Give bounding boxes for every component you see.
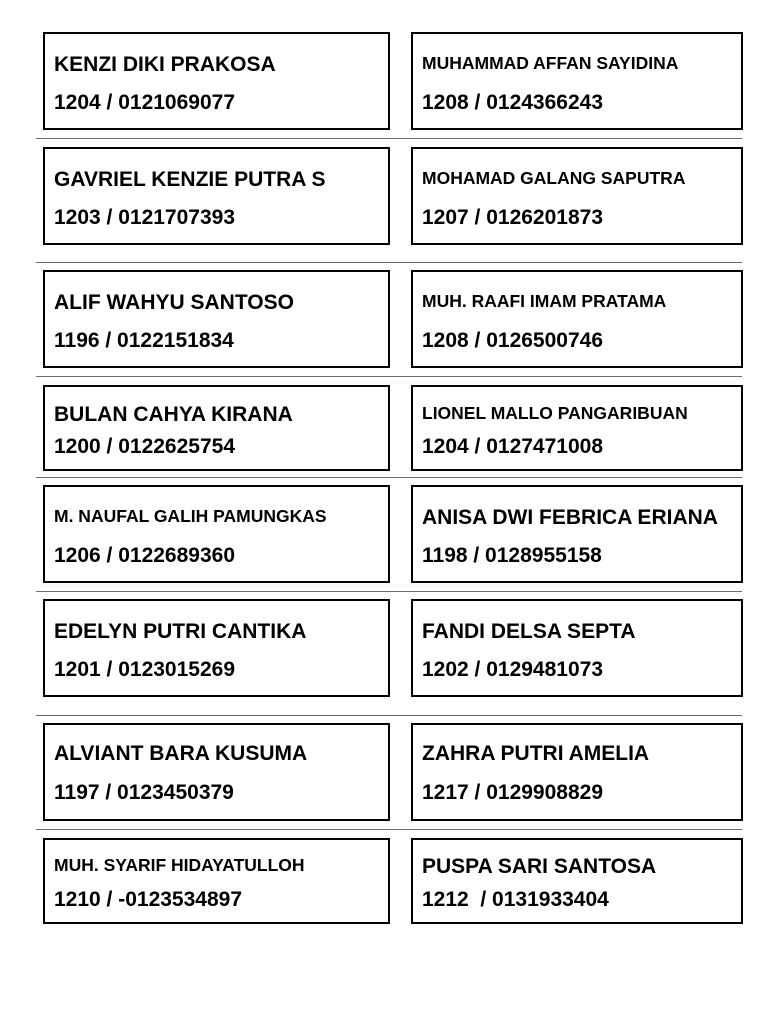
name-label xyxy=(43,385,390,471)
row-divider xyxy=(36,138,742,139)
name-label xyxy=(43,147,390,245)
student-name: MUHAMMAD AFFAN SAYIDINA xyxy=(422,53,679,73)
student-name: LIONEL MALLO PANGARIBUAN xyxy=(422,403,688,423)
student-number: 1198 / 0128955158 xyxy=(422,544,602,567)
row-divider xyxy=(36,829,742,830)
student-name: ANISA DWI FEBRICA ERIANA xyxy=(422,506,718,529)
student-name: MUH. RAAFI IMAM PRATAMA xyxy=(422,291,667,311)
name-label xyxy=(43,723,390,821)
name-label xyxy=(411,270,743,368)
student-name: ALVIANT BARA KUSUMA xyxy=(54,742,308,765)
student-number: 1197 / 0123450379 xyxy=(54,781,234,804)
student-number: 1208 / 0126500746 xyxy=(422,329,604,352)
student-name: EDELYN PUTRI CANTIKA xyxy=(54,620,307,643)
student-number: 1203 / 0121707393 xyxy=(54,206,236,229)
student-name: FANDI DELSA SEPTA xyxy=(422,620,636,643)
name-label xyxy=(411,485,743,583)
student-number: 1207 / 0126201873 xyxy=(422,206,604,229)
name-label xyxy=(411,723,743,821)
student-number: 1201 / 0123015269 xyxy=(54,658,236,681)
row-divider xyxy=(36,591,742,592)
name-label xyxy=(411,385,743,471)
row-divider xyxy=(36,376,742,377)
name-label xyxy=(411,147,743,245)
name-label xyxy=(411,32,743,130)
student-name: ALIF WAHYU SANTOSO xyxy=(54,291,294,314)
row-divider xyxy=(36,715,742,716)
name-label xyxy=(43,485,390,583)
name-label xyxy=(411,838,743,924)
student-name: BULAN CAHYA KIRANA xyxy=(54,403,293,426)
student-number: 1204 / 0127471008 xyxy=(422,435,604,458)
name-label xyxy=(43,599,390,697)
row-divider xyxy=(36,477,742,478)
student-name: MOHAMAD GALANG SAPUTRA xyxy=(422,168,686,188)
student-number: 1204 / 0121069077 xyxy=(54,91,236,114)
student-name: KENZI DIKI PRAKOSA xyxy=(54,53,276,76)
student-number: 1212 / 0131933404 xyxy=(422,888,609,911)
student-name: ZAHRA PUTRI AMELIA xyxy=(422,742,650,765)
student-number: 1202 / 0129481073 xyxy=(422,658,604,681)
student-number: 1206 / 0122689360 xyxy=(54,544,236,567)
student-name: M. NAUFAL GALIH PAMUNGKAS xyxy=(54,506,327,526)
name-label xyxy=(43,838,390,924)
student-name: PUSPA SARI SANTOSA xyxy=(422,855,657,878)
name-label xyxy=(43,32,390,130)
name-label xyxy=(411,599,743,697)
name-label xyxy=(43,270,390,368)
student-name: MUH. SYARIF HIDAYATULLOH xyxy=(54,855,305,875)
student-number: 1196 / 0122151834 xyxy=(54,329,234,352)
student-number: 1210 / -0123534897 xyxy=(54,888,243,911)
student-name: GAVRIEL KENZIE PUTRA S xyxy=(54,168,326,191)
row-divider xyxy=(36,262,742,263)
student-number: 1208 / 0124366243 xyxy=(422,91,604,114)
student-number: 1217 / 0129908829 xyxy=(422,781,604,804)
student-number: 1200 / 0122625754 xyxy=(54,435,236,458)
